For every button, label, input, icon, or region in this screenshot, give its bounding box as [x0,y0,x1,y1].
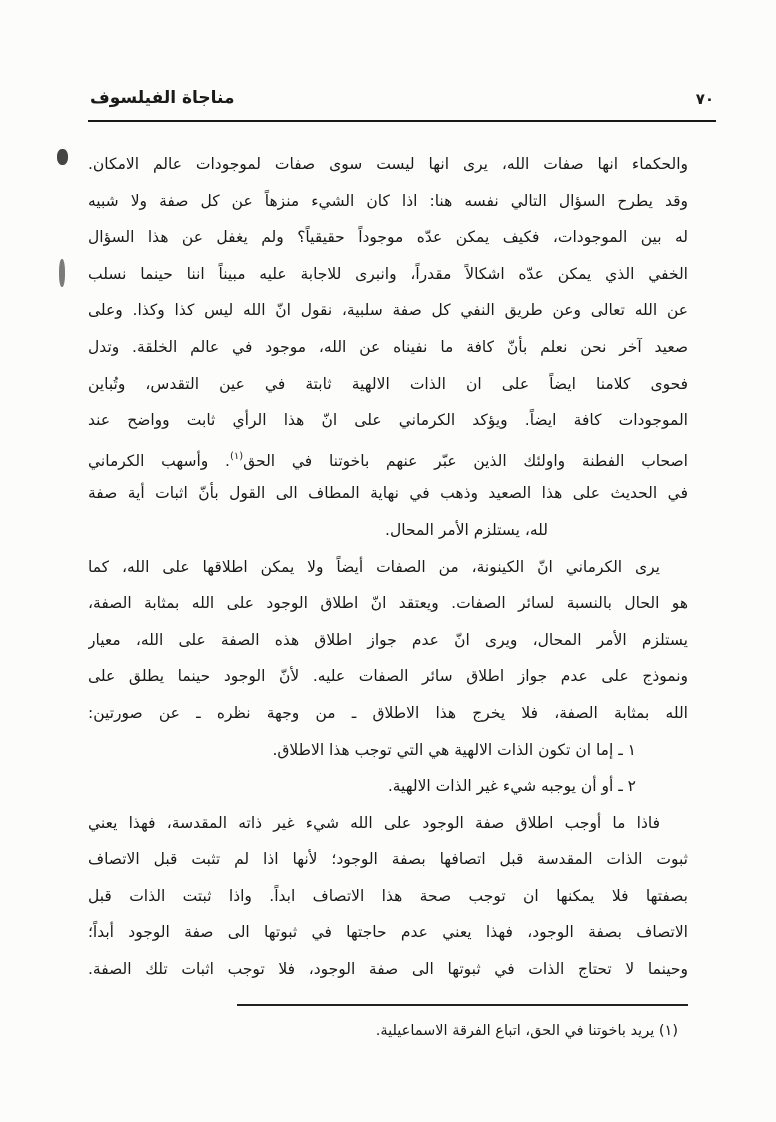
text-line: ثبوت الذات المقدسة قبل اتصافها بصفة الوجود؛ لأنها اذا لم تثبت قبل الاتصاف [88,850,688,869]
text-line: ونموذج على عدم جواز اطلاق سائر الصفات عليه. لأنّ الوجود حينما يطلق على [88,667,688,686]
header-rule [88,120,716,122]
text-line: هو الحال بالنسبة لسائر الصفات. ويعتقد انّ اطلاق الوجود على الله بمثابة الصفة، [88,594,688,613]
text-line: فحوى كلامنا ايضاً على ان الذات الالهية ثابتة في عين التقدس، وتُباين [88,374,688,393]
text-line: الخفي الذي يمكن عدّه اشكالاً مقدراً، وانبرى للاجابة عليه مبيناً اننا حينما نسلب [88,264,688,283]
body-text [88,146,688,988]
text-line: يستلزم الأمر المحال، ويرى انّ عدم جواز اطلاق هذه الصفة على الله، معيار [88,630,688,649]
text-line: وقد يطرح السؤال التالي نفسه هنا: اذا كان الشيء منزهاً عن كل صفة ولا شبيه [88,191,688,210]
text-segment: اصحاب الفطنة واولئك الذين عبّر عنهم باخوتنا في الحق [243,451,688,470]
numbered-item: ١ ـ إما ان تكون الذات الالهية هي التي توجب هذا الاطلاق. [272,740,636,759]
footnote-text: (١) يريد باخوتنا في الحق، اتباع الفرقة الاسماعيلية. [375,1023,678,1039]
text-line: والحكماء انها صفات الله، يرى انها ليست سوى صفات لموجودات عالم الامكان. [88,155,688,173]
text-line: فاذا ما أوجب اطلاق صفة الوجود على الله شيء غير ذاته المقدسة، فهذا يعني [88,813,660,832]
footnote-separator [237,1004,688,1006]
text-line: الله بمثابة الصفة، فلا يخرج هذا الاطلاق ـ من وجهة نظره ـ عن صورتين: [88,703,688,722]
scan-speck [59,259,65,287]
numbered-item: ٢ ـ أو أن يوجبه شيء غير الذات الالهية. [387,777,636,796]
text-line: له بين الموجودات، فكيف يمكن عدّه موجوداً حقيقياً؟ ولم يغفل عن هذا السؤال [88,228,688,247]
text-line: لله، يستلزم الأمر المحال. [385,520,548,539]
text-segment: . وأسهب الكرماني [88,451,230,470]
text-line: الاتصاف بصفة الوجود، فهذا يعني عدم حاجتها في ثبوتها الى صفة الوجود أبداً؛ [88,923,688,942]
text-line: صعيد آخر نحن نعلم بأنّ كافة ما نفيناه عن الله، موجود في عالم الخلقة. وتدل [88,337,688,356]
footnote-ref: (١) [229,450,244,462]
text-line: يرى الكرماني انّ الكينونة، من الصفات أيضاً ولا يمكن اطلاقها على الله، كما [88,557,660,576]
page-number: ٧٠ [695,90,714,108]
text-line: الموجودات كافة ايضاً. ويؤكد الكرماني على انّ هذا الرأي ثابت وواضح عند [88,411,688,430]
text-line: في الحديث على هذا الصعيد وذهب في نهاية المطاف الى القول بأنّ اثبات أية صفة [88,484,688,503]
scan-speck [57,149,68,165]
text-line-with-footnote-ref [88,439,688,476]
text-line: وحينما لا تحتاج الذات في ثبوتها الى صفة الوجود، فلا توجب اثبات تلك الصفة. [88,960,688,979]
text-line: عن الله تعالى وعن طريق النفي كل صفة سلبية، نقول انّ الله ليس كذا وكذا. وعلى [88,301,688,320]
running-title: مناجاة الفيلسوف [90,88,235,108]
text-line: بصفتها فلا يمكنها ان توجب صحة هذا الاتصاف ابداً. واذا ثبتت الذات قبل [88,886,688,905]
